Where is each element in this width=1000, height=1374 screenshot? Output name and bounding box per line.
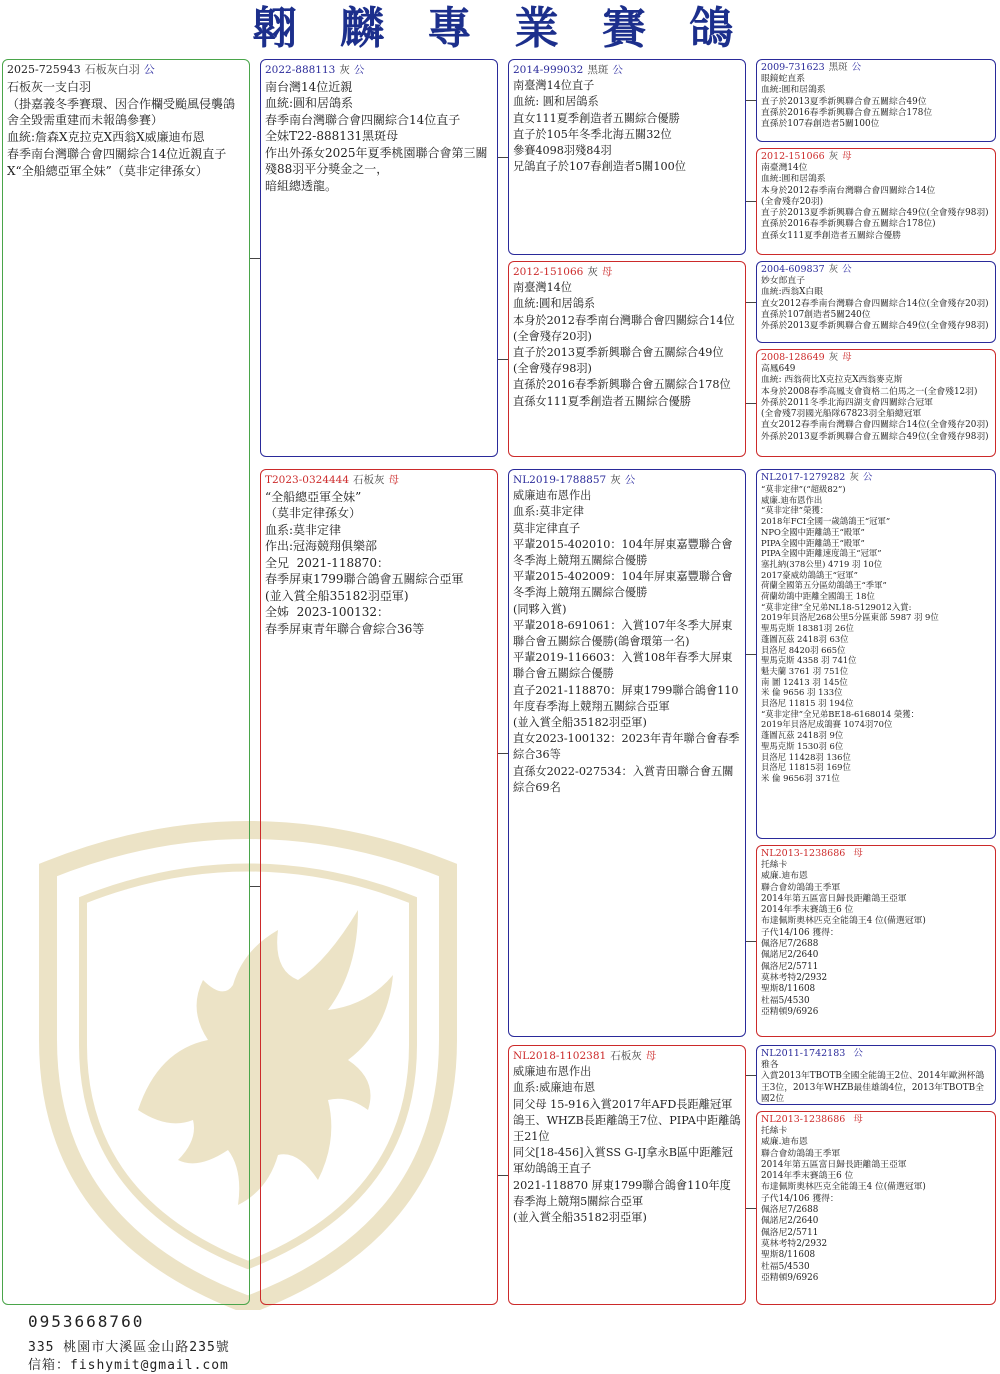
line: 南臺灣14位 (513, 281, 572, 295)
line: 本身於2012春季南台灣聯合會四關綜合14位 (761, 185, 936, 196)
line: 2017豪威幼鴿鴿王“冠軍” (761, 569, 858, 580)
connector (746, 654, 756, 655)
line: (全會殘存98羽) (513, 362, 592, 376)
line: 兄鴿直子於107春創造者5關100位 (513, 160, 686, 174)
card-lines (513, 78, 741, 175)
line: 外孫於2011冬季北海四湖支會四關綜合冠軍 (761, 397, 933, 408)
gen3-card-7 (756, 1111, 996, 1305)
line: 托絲卡 (761, 860, 788, 870)
line: 高鳳649 (761, 364, 796, 374)
line: 春季屏東青年聯合會綜合36等 (265, 621, 425, 636)
line: 外孫於2013夏季新興聯合會五關綜合49位(全會殘存98羽) (761, 321, 989, 332)
line: 杜福5/4530 (761, 1261, 810, 1272)
connector (746, 403, 756, 404)
line: 血統:西翁X白眼 (761, 287, 824, 298)
ring-number: 2012-151066 (761, 151, 825, 162)
color: 灰 (339, 64, 350, 76)
connector (250, 258, 260, 259)
line: 直子於2013夏季新興聯合會五關綜合49位 (513, 346, 724, 360)
line: 威廉.迪布恩作出 (761, 494, 823, 505)
gen2-card-1 (508, 261, 746, 457)
line: 作出外孫女2025年夏季桃園聯合會第三關殘88羽平分獎金之一， (265, 145, 488, 176)
gen2-card-2 (508, 469, 746, 1037)
ring-number: NL2011-1742183 (761, 1048, 846, 1059)
line: 2018年FCI全國一歲鴿鴿王“冠軍” (761, 516, 891, 527)
card-lines (761, 364, 991, 443)
line: 南臺灣14位 (761, 163, 808, 173)
line: 春季南台灣聯合會四關綜合14位直子 (265, 112, 461, 127)
card-header (761, 1048, 991, 1060)
card-lines (761, 1060, 991, 1105)
line: 直孫於2016春季新興聯合會五關綜合178位 (513, 378, 731, 392)
line: 亞精頓9/6926 (761, 1272, 819, 1283)
line: 貝洛尼 11428羽 136位 (761, 751, 851, 762)
sire-lines (265, 79, 493, 195)
connector (250, 886, 260, 887)
line: NPO全國中距離鴿王“殿軍” (761, 526, 865, 537)
line: 蓬圖瓦茲 2418羽 63位 (761, 633, 849, 644)
line: 直孫於2016春季新興聯合會五關綜合178位 (761, 107, 933, 118)
line: 暗組總透龍。 (265, 178, 338, 193)
line: 聖馬克斯 18381羽 26位 (761, 623, 854, 634)
sex: 公 (143, 63, 155, 76)
line: 威廉迪布恩作出 (513, 489, 592, 503)
subject-lines (7, 79, 245, 180)
line: 平輩2019-116603：入賞108年春季大屏東聯合會五關綜合優勝 (513, 651, 733, 681)
line: 妙女郎直子 (761, 276, 805, 286)
sex: 母 (842, 151, 852, 162)
card-header (761, 264, 991, 276)
line: 石板灰一支白羽 (7, 79, 92, 94)
line: 佩洛尼2/5711 (761, 1227, 819, 1238)
line: 直女111夏季創造者五關綜合優勝 (513, 111, 680, 125)
line: 南台灣14位近親 (265, 79, 353, 94)
line: 2021-118870 屏東1799聯合鴿會110年度春季海上競翔5關綜合亞軍 (513, 1178, 731, 1208)
gen2-card-3 (508, 1045, 746, 1305)
connector (746, 1075, 756, 1076)
color: 黑斑 (828, 62, 848, 73)
line: 血統:圓和居鴿系 (761, 174, 826, 185)
color: 灰 (828, 352, 839, 363)
sex: 公 (842, 264, 852, 275)
line: 魁夫蘭 3761 羽 751位 (761, 665, 849, 676)
line: 入賞2013年TBOTB全國全能鴿王2位、2014年歐洲杯鴿王3位，2013年WHZB最佳雄鴿4位，2013年TBOTB全國2位 (761, 1071, 985, 1104)
line: 佩洛尼7/2688 (761, 1205, 819, 1216)
ring-number: NL2018-1102381 (513, 1050, 607, 1062)
line: 2019年貝洛尼成鴿賽 1074羽70位 (761, 719, 893, 730)
line: 同父[18-456]入賞SS G-IJ拿永B區中距離冠軍幼鴿鴿王直子 (513, 1146, 733, 1176)
ring-number: NL2019-1788857 (513, 474, 607, 486)
card-header (761, 472, 991, 484)
ring-number: 2025-725943 (7, 63, 81, 76)
line: 南 圖 12413 羽 145位 (761, 676, 848, 687)
line: PIPA全國中距離速度鴿王“冠軍” (761, 548, 882, 559)
line: 米 倫 9656 羽 133位 (761, 687, 843, 698)
line: 佩諾尼2/2640 (761, 1216, 819, 1227)
sire-header (265, 62, 493, 79)
sex: 母 (853, 848, 863, 859)
card-header (761, 62, 991, 74)
color: 灰 (828, 264, 839, 275)
color: 灰 (828, 151, 839, 162)
dam-card (260, 469, 498, 1305)
line: 平輩2018-691061：入賞107年冬季大屏東聯合會五關綜合優勝(鴿會環第一名) (513, 618, 733, 649)
sire-card (260, 59, 498, 457)
line: 全妹T22-888131黑斑母 (265, 129, 399, 143)
sex: 母 (645, 1050, 657, 1062)
footer-email: 信箱：fishymit@gmail.com (28, 1358, 229, 1373)
line: 血統: 圓和居鴿系 (513, 95, 599, 109)
color: 灰 (849, 472, 859, 483)
line: 佩諾尼2/2640 (761, 950, 819, 961)
line: “莫非定律”全兄弟BE18-6168014 榮獲： (761, 708, 920, 719)
line: “莫非定律”榮獲： (761, 505, 829, 516)
line: 托絲卡 (761, 1126, 788, 1136)
ring-number: 2004-609837 (761, 264, 825, 275)
line: 貝洛尼 11815羽 169位 (761, 762, 851, 773)
gen3-card-4 (756, 469, 996, 839)
card-lines (513, 488, 741, 796)
ring-number: 2009-731623 (761, 62, 825, 73)
subject-header (7, 62, 245, 79)
line: 血系:莫非定律 (265, 522, 342, 537)
card-header (761, 848, 991, 860)
line: 本身於2008春季高鳳支會資格二伯馬之一(全會殘12羽) (761, 386, 978, 397)
dam-lines (265, 489, 493, 638)
line: (並入賞全船35182羽亞軍) (513, 1211, 647, 1225)
sex: 公 (862, 472, 873, 483)
card-header (761, 1114, 991, 1126)
color: 灰 (610, 474, 621, 486)
card-lines (761, 484, 991, 784)
line: （莫非定律孫女） (265, 506, 362, 520)
line: (全會殘存20羽) (761, 196, 824, 207)
line: 春季屏東1799聯合鴿會五關綜合亞軍 (265, 572, 464, 586)
line: 全兄 2021-118870： (265, 555, 390, 570)
line: (並入賞全船35182羽亞軍) (513, 716, 647, 730)
line: 血統:詹森X克拉克X西翁X威廉迪布恩 (7, 130, 205, 145)
line: 直孫女111夏季創造者五關綜合優勝 (761, 230, 901, 241)
card-lines (761, 860, 991, 1018)
line: 莫林考特2/2932 (761, 972, 828, 983)
line: 直女2023-100132：2023年青年聯合會春季綜合36等 (513, 732, 740, 762)
card-lines (761, 163, 991, 242)
line: 莫非定律直子 (513, 521, 581, 535)
line: 荷蘭全國第五分區幼鴿鴿王“季軍” (761, 580, 887, 591)
line: 子代14/106 獲得： (761, 927, 839, 938)
line: 血系:威廉迪布恩 (513, 1081, 596, 1095)
line: 聖斯8/11608 (761, 984, 816, 995)
line: 血系:莫非定律 (513, 505, 584, 519)
line: (全會殘存20羽) (513, 329, 592, 343)
line: 亞精頓9/6926 (761, 1006, 819, 1017)
line: 塞扎納(378公里) 4719 羽 10位 (761, 558, 883, 569)
line: 直孫於107創造者5關240位 (761, 309, 871, 320)
connector (746, 100, 756, 101)
color: 石板灰 (353, 474, 385, 486)
line: (並入賞全船35182羽亞軍) (265, 588, 409, 603)
line: 同父母 15-916入賞2017年AFD長距離冠軍鴿王、WHZB長距離鴿王7位、PIPA中距離鴿王21位 (513, 1097, 741, 1144)
gen2-card-0 (508, 59, 746, 255)
gen3-card-6 (756, 1045, 996, 1105)
color: 灰 (587, 266, 598, 278)
line: 2014年季末賽鴿王6 位 (761, 905, 854, 916)
line: 蓬圖瓦茲 2418羽 9位 (761, 730, 844, 741)
connector (746, 302, 756, 303)
color: 黑斑 (587, 64, 609, 76)
line: 杜福5/4530 (761, 995, 810, 1006)
card-lines (761, 1126, 991, 1284)
sex: 公 (853, 1048, 863, 1059)
line: 子代14/106 獲得： (761, 1193, 839, 1204)
line: 血統:圓和居鴿系 (761, 85, 826, 96)
line: “莫非定律”全兄弟NL18-5129012入賞: (761, 601, 912, 612)
line: 眼鏡蛇直系 (761, 74, 805, 84)
connector (746, 201, 756, 202)
line: 佩洛尼2/5711 (761, 961, 819, 972)
gen3-card-0 (756, 59, 996, 142)
card-header (513, 1048, 741, 1064)
line: (同夥入賞) (513, 602, 567, 616)
line: 全姊 2023-100132： (265, 605, 390, 619)
card-header (513, 264, 741, 280)
line: (全會殘7羽國光船隊67823羽全船總冠軍 (761, 409, 922, 420)
line: 聯合會幼鴿鴿王季軍 (761, 882, 841, 893)
dam-header (265, 472, 493, 489)
gen3-card-3 (756, 349, 996, 457)
line: 作出:冠海競翔俱樂部 (265, 539, 378, 553)
line: 2014年第五區富日歸長距離鴿王亞軍 (761, 893, 907, 904)
footer-address: 335 桃園市大溪區金山路235號 (28, 1340, 230, 1355)
card-header (761, 151, 991, 163)
sex: 母 (842, 352, 852, 363)
line: 平輩2015-402009：104年屏東嘉豐聯合會冬季海上競翔五關綜合優勝 (513, 570, 733, 600)
card-lines (761, 74, 991, 130)
sex: 公 (851, 62, 862, 73)
line: 莫林考特2/2932 (761, 1238, 828, 1249)
line: 直孫於107春創造者5關100位 (761, 119, 880, 130)
ring-number: T2023-0324444 (265, 474, 350, 486)
line: 直子2021-118870：屏東1799聯合鴿會110年度春季海上競翔五關綜合亞軍 (513, 683, 739, 713)
line: 2014年季末賽鴿王6 位 (761, 1171, 854, 1182)
ring-number: NL2017-1279282 (761, 472, 846, 483)
line: 威廉.迪布恩 (761, 871, 808, 882)
line: 直女2012春季南台灣聯合會四關綜合14位(全會殘存20羽) (761, 298, 989, 309)
ring-number: NL2013-1238686 (761, 848, 846, 859)
card-lines (761, 276, 991, 332)
line: 貝洛尼 8420羽 665位 (761, 644, 846, 655)
line: 布達佩斯奧林匹克全能鴿王4 位(備選冠軍) (761, 916, 926, 927)
line: 南臺灣14位直子 (513, 79, 595, 93)
connector (746, 1208, 756, 1209)
ring-number: 2012-151066 (513, 266, 584, 278)
line: “莫非定律”(“超級82”) (761, 484, 846, 494)
sex: 母 (601, 266, 613, 278)
line: 聖馬克斯 1530羽 6位 (761, 740, 844, 751)
gen3-card-5 (756, 845, 996, 1037)
line: 2019年貝洛尼268公里5分區東部 5987 羽 9位 (761, 612, 939, 623)
sex: 母 (388, 474, 400, 486)
line: 血統: 西翁荷比X克拉克X西翁麥克斯 (761, 375, 903, 386)
connector (498, 1175, 508, 1176)
ring-number: 2008-128649 (761, 352, 825, 363)
ring-number: 2014-999032 (513, 64, 584, 76)
connector (746, 941, 756, 942)
line: 雅各 (761, 1060, 779, 1070)
subject-card (2, 59, 250, 1305)
line: 布達佩斯奧林匹克全能鴿王4 位(備選冠軍) (761, 1182, 926, 1193)
line: 佩洛尼7/2688 (761, 939, 819, 950)
gen3-card-2 (756, 261, 996, 343)
line: 聖斯8/11608 (761, 1250, 816, 1261)
line: 直孫於2016春季新興聯合會五關綜合178位) (761, 219, 936, 230)
ring-number: NL2013-1238686 (761, 1114, 846, 1125)
sex: 公 (353, 64, 365, 76)
card-header (513, 62, 741, 78)
line: 米 倫 9656羽 371位 (761, 772, 840, 783)
line: 血統:圓和居鴿系 (265, 96, 354, 110)
card-lines (513, 280, 741, 410)
line: 春季南台灣聯合會四關綜合14位近親直子X“全船總亞軍全妹”（莫非定律孫女） (7, 146, 227, 178)
line: 外孫於2013夏季新興聯合會五關綜合49位(全會殘存98羽) (761, 431, 989, 442)
line: 2014年第五區富日歸長距離鴿王亞軍 (761, 1159, 907, 1170)
line: 聖馬克斯 4358 羽 741位 (761, 655, 857, 666)
line: 直子於2013夏季新興聯合會五關綜合49位(全會殘存98羽) (761, 208, 989, 219)
sex: 公 (612, 64, 623, 76)
line: 荷蘭幼鴿中距離全國鴿王 18位 (761, 591, 875, 602)
connector (498, 753, 508, 754)
line: 參賽4098羽殘84羽 (513, 144, 612, 158)
line: 直孫女111夏季創造者五關綜合優勝 (513, 394, 691, 408)
footer-phone: 0953668760 (28, 1312, 145, 1331)
connector (498, 157, 508, 158)
line: 威廉.迪布恩 (761, 1137, 808, 1148)
line: 直子於105年冬季北海五關32位 (513, 127, 672, 141)
line: （掛嘉義冬季賽環、因合作欄受颱風侵襲鴿舍全毀需重建而未報鴿參賽） (7, 96, 236, 128)
sex: 母 (853, 1114, 863, 1125)
sex: 公 (624, 474, 636, 486)
card-lines (513, 1064, 741, 1226)
line: 威廉迪布恩作出 (513, 1065, 592, 1079)
line: 平輩2015-402010：104年屏東嘉豐聯合會冬季海上競翔五關綜合優勝 (513, 537, 733, 568)
page-title: 翺 麟 專 業 賽 鴿 (252, 3, 748, 54)
color: 石板灰 (610, 1050, 642, 1062)
color: 石板灰白羽 (84, 63, 140, 76)
line: 直子於2013夏季新興聯合會五關綜合49位 (761, 96, 927, 107)
line: 血統:圓和居鴿系 (513, 297, 596, 311)
card-header (761, 352, 991, 364)
line: “全船總亞軍全妹” (265, 489, 362, 504)
ring-number: 2022-888113 (265, 64, 336, 76)
line: 直孫女2022-027534：入賞青田聯合會五關綜合69名 (513, 764, 734, 794)
line: 本身於2012春季南台灣聯合會四關綜合14位 (513, 313, 735, 327)
line: PIPA全國中距離鴿王“殿軍” (761, 537, 865, 548)
connector (498, 359, 508, 360)
gen3-card-1 (756, 148, 996, 255)
line: 貝洛尼 11815 羽 194位 (761, 698, 854, 709)
card-header (513, 472, 741, 488)
line: 直女2012春季南台灣聯合會四關綜合14位(全會殘存20羽) (761, 420, 989, 431)
line: 聯合會幼鴿鴿王季軍 (761, 1148, 841, 1159)
